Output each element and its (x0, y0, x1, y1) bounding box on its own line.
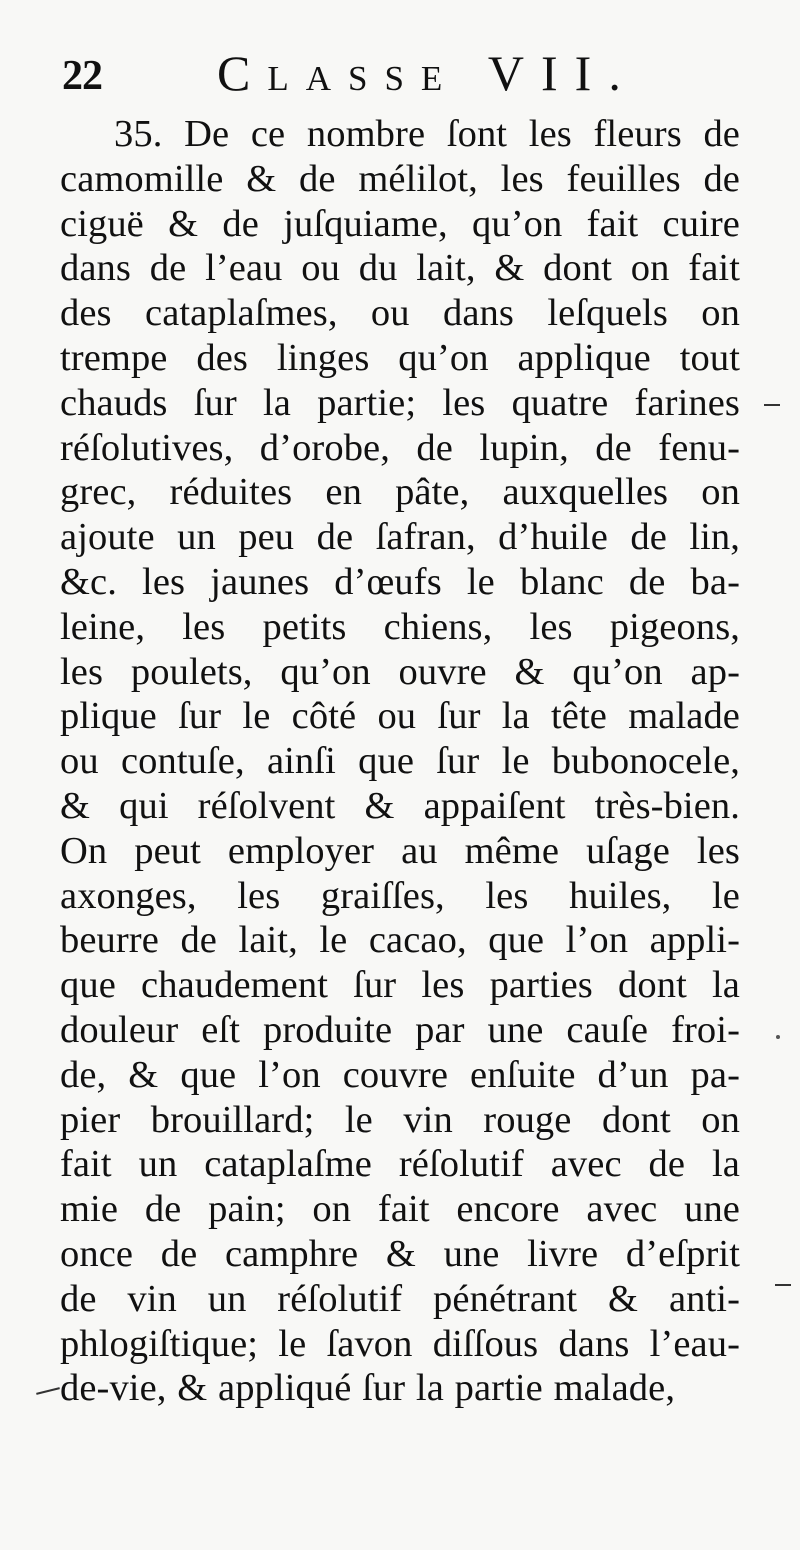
text-line-28: phlogiſtique; le ſavon diſſous dans l’eau- (60, 1322, 740, 1365)
text-line-24: fait un cataplaſme réſolutif avec de la (60, 1143, 740, 1186)
text-line-8: réſolutives, d’orobe, de lupin, de fenu- (60, 426, 740, 469)
text-line-4: dans de l’eau ou du lait, & dont on fait (60, 247, 740, 290)
text-line-19: beurre de lait, le cacao, que l’on appli- (60, 919, 740, 962)
page-number: 22 (62, 53, 102, 99)
margin-mark (775, 1284, 791, 1286)
text-line-9: grec, réduites en pâte, auxquelles on (60, 471, 740, 514)
text-line-26: once de camphre & une livre d’eſprit (60, 1232, 740, 1275)
text-line-5: des cataplaſmes, ou dans leſquels on (60, 292, 740, 335)
text-line-11: &c. les jaunes d’œufs le blanc de ba- (60, 560, 740, 603)
text-line-1: 35. De ce nombre ſont les fleurs de (114, 113, 740, 155)
text-line-10: ajoute un peu de ſafran, d’huile de lin, (60, 516, 740, 559)
text-line-21: douleur eſt produite par une cauſe froi- (60, 1008, 740, 1051)
text-line-18: axonges, les graiſſes, les huiles, le (60, 874, 740, 917)
tail-mark (36, 1387, 60, 1395)
text-line-7: chauds ſur la partie; les quatre farines (60, 381, 740, 424)
text-line-25: mie de pain; on fait encore avec une (60, 1188, 740, 1231)
margin-mark (764, 404, 780, 406)
text-line-15: ou contuſe, ainſi que ſur le bubonocele, (60, 740, 740, 783)
text-line-23: pier brouillard; le vin rouge dont on (60, 1098, 740, 1141)
body-text (60, 112, 740, 1411)
text-line-29: de-vie, & appliqué ſur la partie malade, (60, 1367, 676, 1410)
text-line-2: camomille & de mélilot, les feuilles de (60, 157, 740, 200)
text-line-16: & qui réſolvent & appaiſent très-bien. (60, 784, 740, 827)
margin-dot (776, 1035, 780, 1039)
text-line-6: trempe des linges qu’on applique tout (60, 336, 740, 379)
page-header (62, 44, 762, 114)
running-head: Classe VII. (217, 45, 638, 101)
text-line-3: ciguë & de juſquiame, qu’on fait cuire (60, 202, 740, 245)
text-line-27: de vin un réſolutif pénétrant & anti- (60, 1277, 740, 1320)
text-line-12: leine, les petits chiens, les pigeons, (60, 605, 740, 648)
text-line-14: plique ſur le côté ou ſur la tête malade (60, 695, 740, 738)
text-line-13: les poulets, qu’on ouvre & qu’on ap- (60, 650, 740, 693)
text-line-17: On peut employer au même uſage les (60, 829, 740, 872)
text-line-20: que chaudement ſur les parties dont la (60, 964, 740, 1007)
text-line-22: de, & que l’on couvre enſuite d’un pa- (60, 1053, 740, 1096)
